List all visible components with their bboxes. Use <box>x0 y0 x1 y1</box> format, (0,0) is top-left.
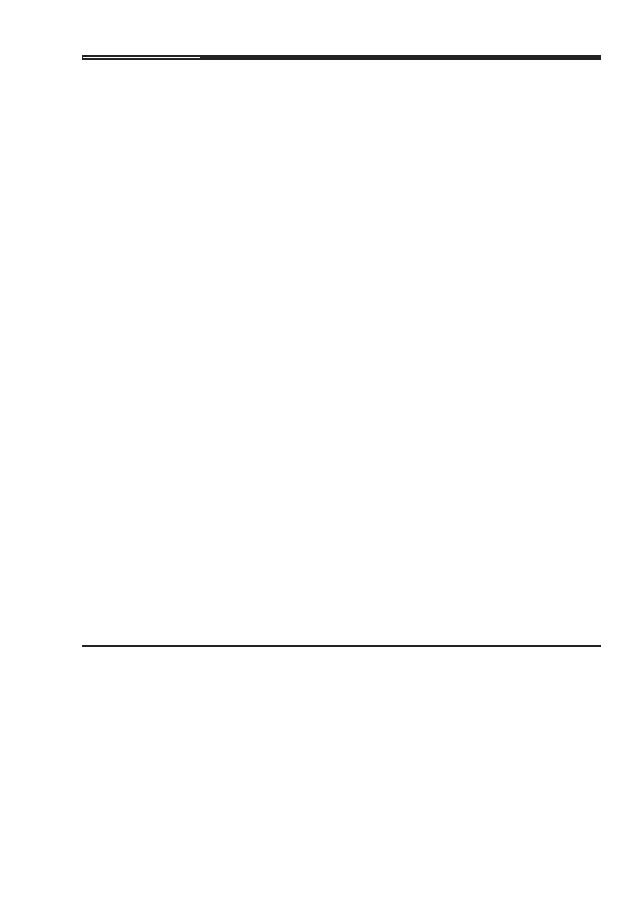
financing-table <box>82 55 601 60</box>
results-table <box>82 645 601 647</box>
program-title <box>83 59 601 60</box>
results-label <box>83 646 179 647</box>
results-text <box>179 646 601 647</box>
